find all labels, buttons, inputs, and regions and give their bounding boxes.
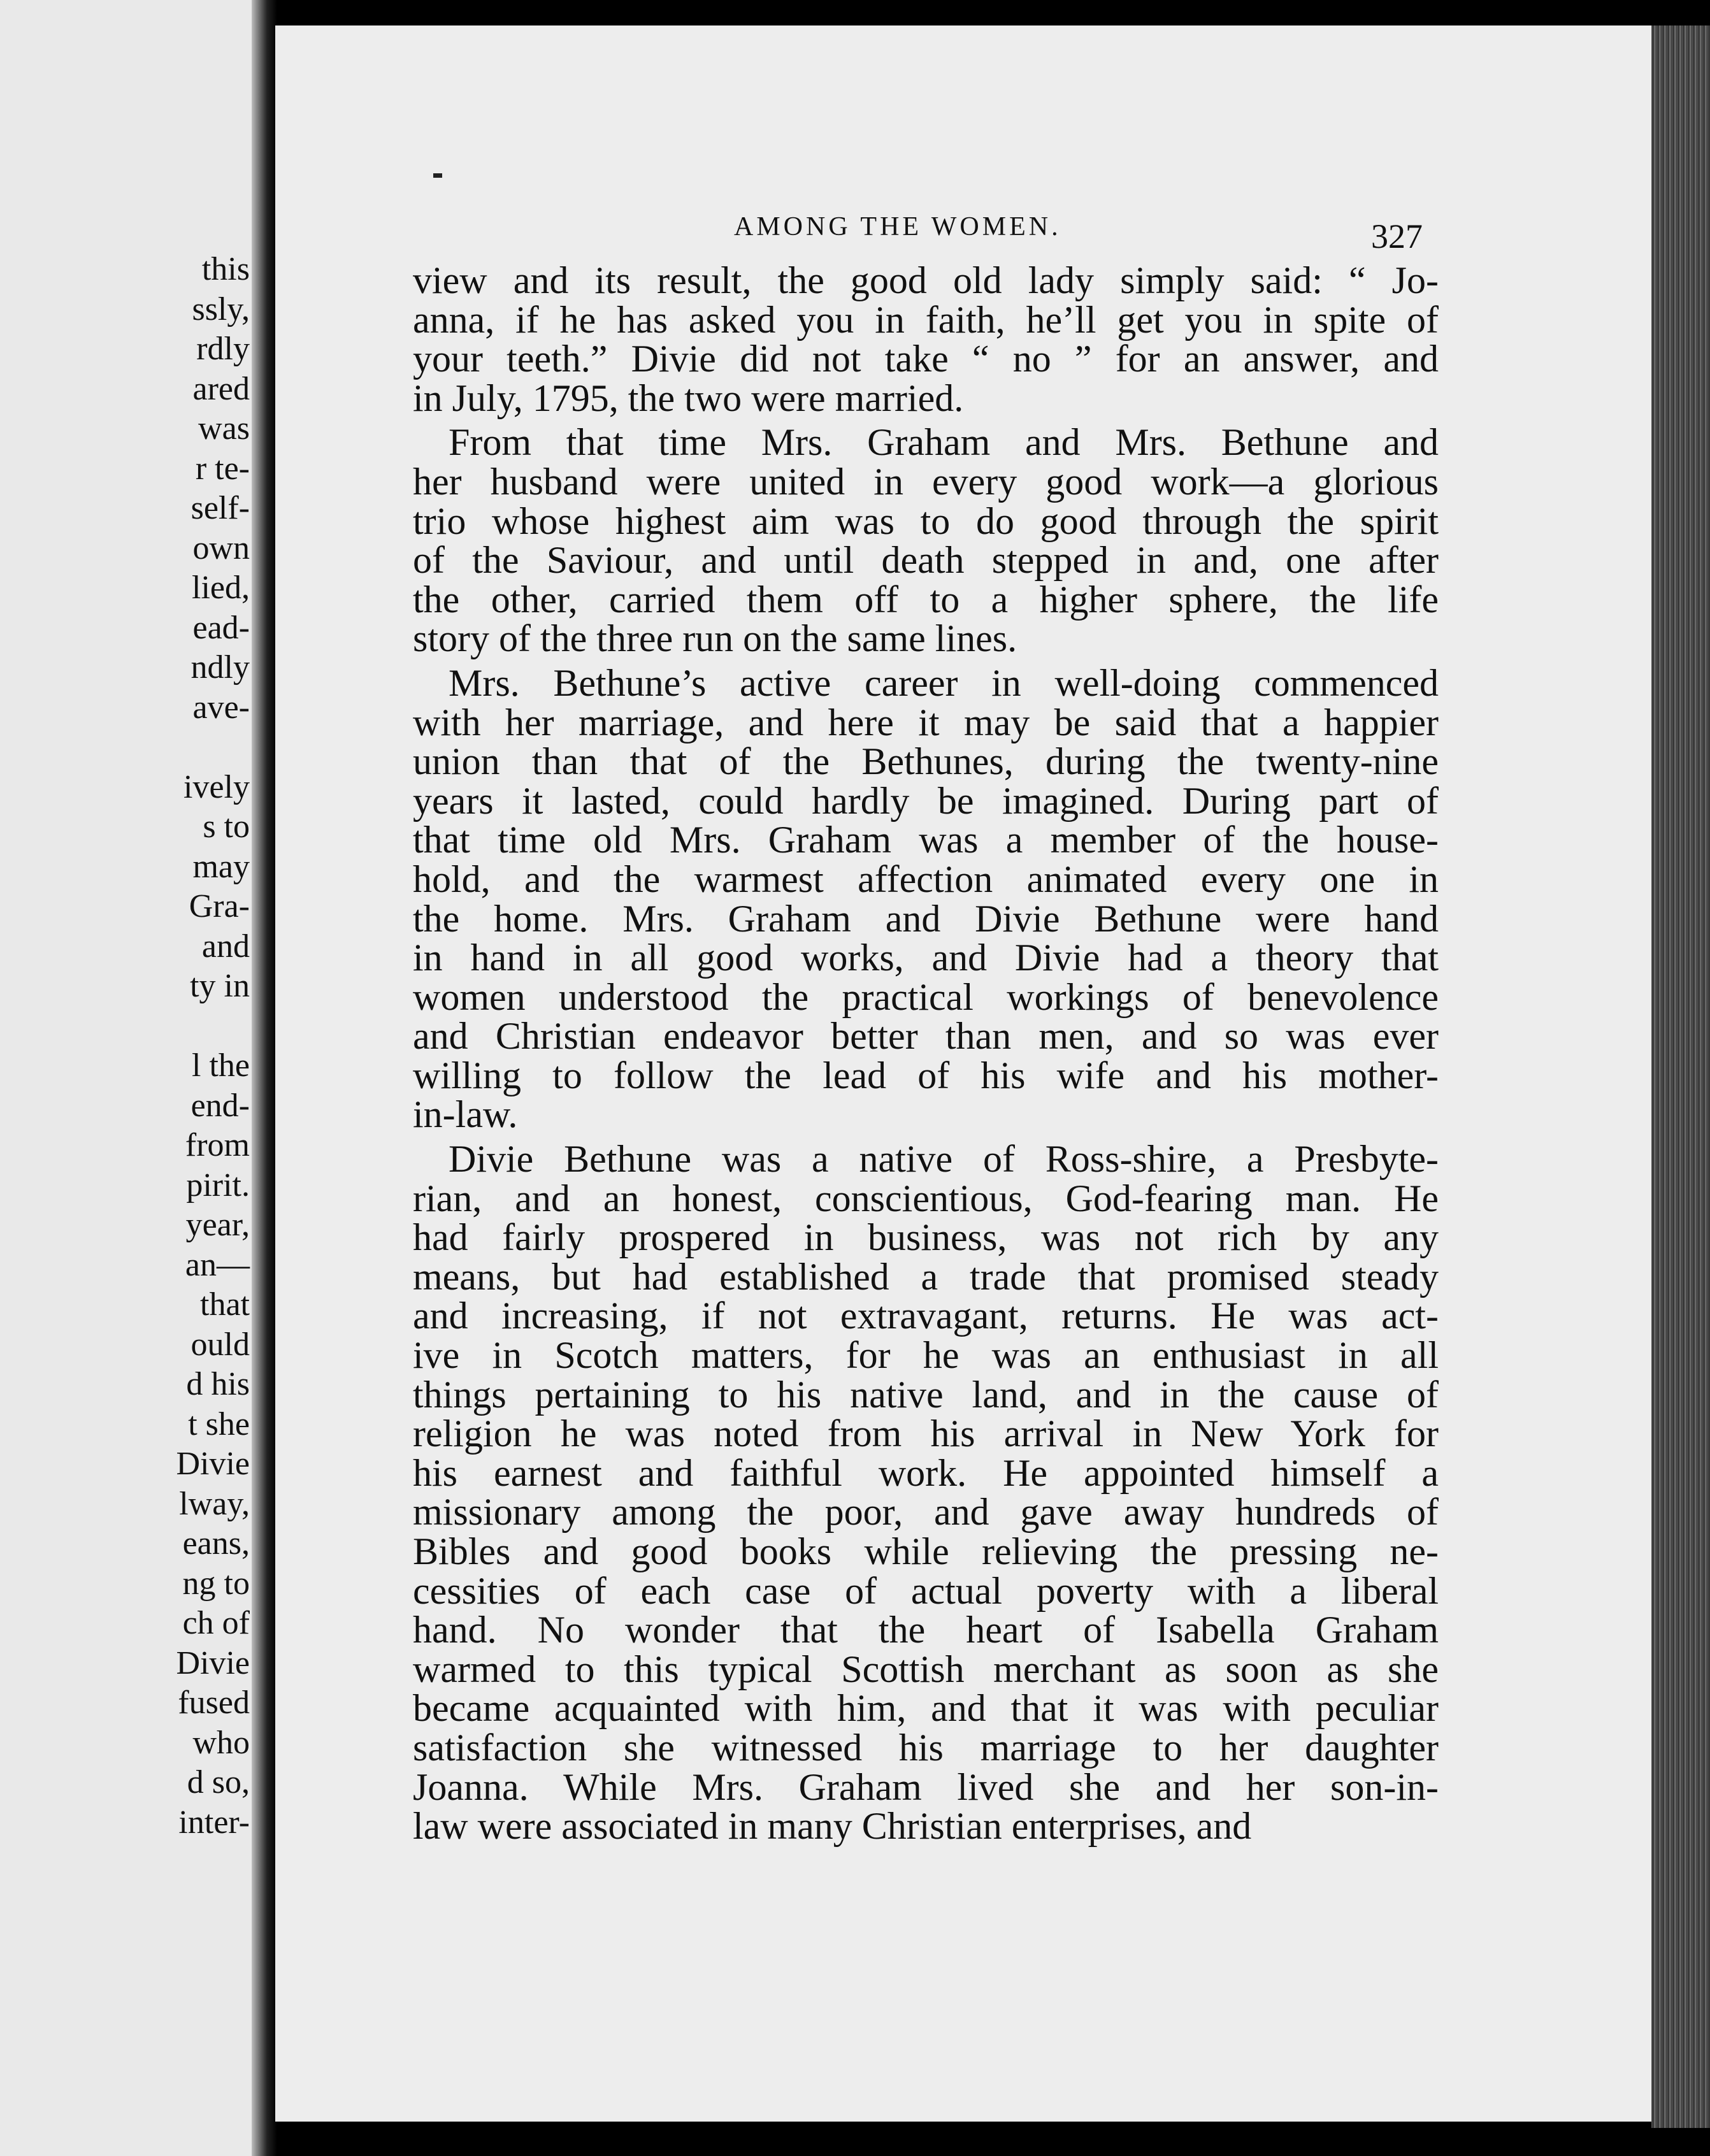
text-line: the home. Mrs. Graham and Divie Bethune were hand bbox=[413, 897, 1439, 940]
left-page-line: ch of bbox=[182, 1605, 250, 1641]
text-line: From that time Mrs. Graham and Mrs. Bethune and bbox=[449, 421, 1439, 464]
left-page-line: who bbox=[192, 1724, 250, 1761]
left-page-line: was bbox=[198, 410, 250, 447]
left-page-line: s to bbox=[203, 808, 250, 845]
left-page-line: ively bbox=[183, 768, 250, 805]
text-line: her husband were united in every good work—a glorious bbox=[413, 460, 1439, 503]
text-line: had fairly prospered in business, was not rich by any bbox=[413, 1216, 1439, 1259]
left-page-line: ssly, bbox=[192, 291, 250, 327]
left-page-line: may bbox=[192, 848, 250, 885]
left-page-line: ndly bbox=[190, 649, 250, 686]
left-page-line: lied, bbox=[192, 570, 250, 606]
text-line: warmed to this typical Scottish merchant as soon as she bbox=[413, 1648, 1439, 1690]
left-facing-page bbox=[0, 0, 261, 2156]
text-line: things pertaining to his native land, and in the cause of bbox=[413, 1373, 1439, 1416]
left-page-line: ould bbox=[190, 1326, 250, 1363]
text-line: the other, carried them off to a higher sphere, the life bbox=[413, 578, 1439, 621]
running-header: AMONG THE WOMEN. bbox=[734, 212, 1061, 241]
text-line: and Christian endeavor better than men, and so was ever bbox=[413, 1015, 1439, 1058]
left-page-line: lway, bbox=[179, 1485, 250, 1522]
text-line: satisfaction she witnessed his marriage to her daughter bbox=[413, 1726, 1439, 1769]
left-page-line: r te- bbox=[195, 450, 250, 487]
left-page-line: ared bbox=[192, 370, 250, 407]
text-line: in hand in all good works, and Divie had a theory that bbox=[413, 937, 1439, 979]
left-page-line: rdly bbox=[196, 331, 250, 367]
text-line: your teeth.” Divie did not take “ no ” for an answer, and bbox=[413, 338, 1439, 380]
text-line: missionary among the poor, and gave away hundreds of bbox=[413, 1491, 1439, 1534]
left-page-line: Divie bbox=[176, 1446, 250, 1482]
book-gutter bbox=[252, 0, 277, 2156]
left-page-line: year, bbox=[185, 1207, 250, 1243]
text-line: story of the three run on the same lines. bbox=[413, 617, 1017, 660]
text-line: willing to follow the lead of his wife and his mother- bbox=[413, 1054, 1439, 1096]
text-line: Joanna. While Mrs. Graham lived she and her son-in- bbox=[413, 1765, 1439, 1808]
print-mark bbox=[433, 173, 442, 178]
page-edges bbox=[1651, 25, 1710, 2128]
page-number: 327 bbox=[1371, 217, 1423, 255]
left-page-line: eans, bbox=[182, 1525, 250, 1562]
left-page-line: and bbox=[201, 928, 250, 965]
left-page-line: Gra- bbox=[189, 888, 250, 924]
text-line: anna, if he has asked you in faith, he’ll get you in spite of bbox=[413, 298, 1439, 341]
text-line: his earnest and faithful work. He appointed himself a bbox=[413, 1451, 1439, 1494]
left-page-line: ave- bbox=[192, 689, 250, 726]
text-line: in July, 1795, the two were married. bbox=[413, 377, 964, 419]
text-line: hold, and the warmest affection animated every one in bbox=[413, 858, 1439, 900]
text-line: rian, and an honest, conscientious, God-fearing man. He bbox=[413, 1177, 1439, 1219]
left-page-line: that bbox=[200, 1286, 250, 1323]
text-line: with her marriage, and here it may be said that a happier bbox=[413, 701, 1439, 744]
left-page-line: d his bbox=[186, 1366, 250, 1402]
left-page-line: t she bbox=[188, 1405, 250, 1442]
text-line: ive in Scotch matters, for he was an enthusiast in all bbox=[413, 1334, 1439, 1377]
text-line: hand. No wonder that the heart of Isabella Graham bbox=[413, 1609, 1439, 1651]
text-line: years it lasted, could hardly be imagined. During part of bbox=[413, 779, 1439, 822]
left-page-line: d so, bbox=[187, 1764, 250, 1800]
left-page-line: ng to bbox=[182, 1565, 250, 1602]
text-line: view and its result, the good old lady simply said: “ Jo- bbox=[413, 259, 1439, 301]
text-line: Bibles and good books while relieving the pressing ne- bbox=[413, 1530, 1439, 1572]
text-line: trio whose highest aim was to do good through the spirit bbox=[413, 499, 1439, 542]
text-line: Divie Bethune was a native of Ross-shire, a Presbyte- bbox=[449, 1138, 1439, 1181]
left-page-line: fused bbox=[178, 1685, 250, 1721]
left-page-line: ty in bbox=[190, 968, 250, 1004]
text-line: religion he was noted from his arrival in New York for bbox=[413, 1412, 1439, 1455]
left-page-line: l the bbox=[192, 1047, 250, 1084]
body-text bbox=[413, 261, 1439, 1846]
text-line: that time old Mrs. Graham was a member of the house- bbox=[413, 819, 1439, 861]
text-line: law were associated in many Christian enterprises, and bbox=[413, 1805, 1252, 1848]
left-page-line: an— bbox=[185, 1246, 250, 1283]
text-line: and increasing, if not extravagant, returns. He was act- bbox=[413, 1295, 1439, 1337]
text-line: means, but had established a trade that promised steady bbox=[413, 1255, 1439, 1298]
left-page-line: Divie bbox=[176, 1644, 250, 1681]
text-line: of the Saviour, and until death stepped in and, one after bbox=[413, 539, 1439, 582]
left-page-line: inter- bbox=[178, 1804, 250, 1841]
left-page-line: ead- bbox=[192, 609, 250, 646]
left-page-line: self- bbox=[190, 490, 250, 526]
left-page-line: this bbox=[201, 251, 250, 287]
left-page-line: end- bbox=[190, 1087, 250, 1124]
left-page-line: from bbox=[185, 1127, 250, 1163]
text-line: cessities of each case of actual poverty with a liberal bbox=[413, 1569, 1439, 1612]
left-page-line: pirit. bbox=[186, 1167, 250, 1204]
text-line: union than that of the Bethunes, during the twenty-nine bbox=[413, 740, 1439, 783]
text-line: became acquainted with him, and that it was with peculiar bbox=[413, 1687, 1439, 1730]
right-page bbox=[275, 25, 1651, 2122]
text-line: women understood the practical workings of benevolence bbox=[413, 975, 1439, 1018]
text-line: Mrs. Bethune’s active career in well-doing commenced bbox=[449, 661, 1439, 704]
left-page-line: own bbox=[192, 529, 250, 566]
text-line: in-law. bbox=[413, 1093, 518, 1136]
